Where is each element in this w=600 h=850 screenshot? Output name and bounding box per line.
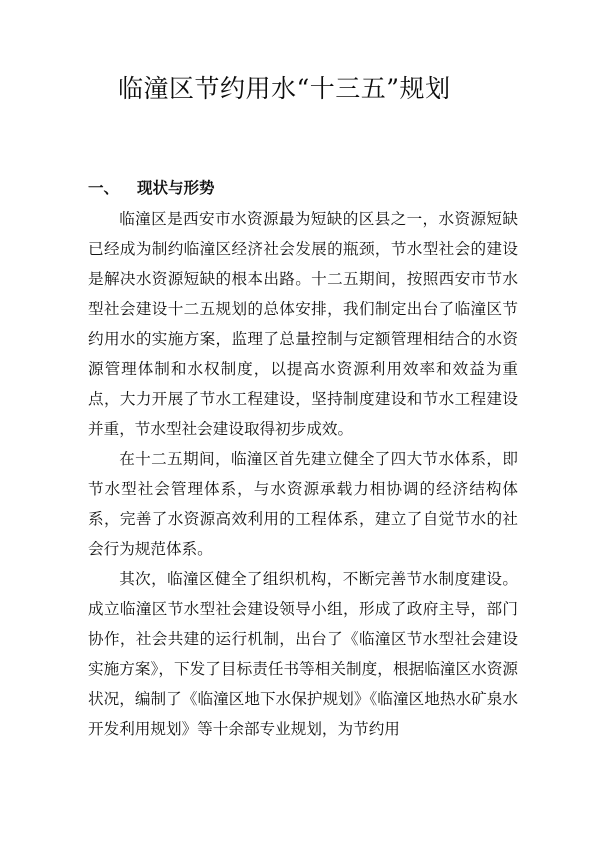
paragraph-1: 临潼区是西安市水资源最为短缺的区县之一，水资源短缺已经成为制约临潼区经济社会发展的瓶颈，节水型社会的建设是解决水资源短缺的根本出路。十二五期间，按照西安市节水型社会建设十二五规划的总体安排，我们制定出台了临潼区节约用水的实施方案，监理了总量控制与定额管理相结合的水资源管理体制和水权制度，以提高水资源利用效率和效益为重点，大力开展了节水工程建设，坚持制度建设和节水工程建设并重，节水型社会建设取得初步成效。 xyxy=(88,210,518,438)
section-number: 一、 xyxy=(88,178,120,197)
document-body xyxy=(88,204,518,744)
paragraph-3: 其次，临潼区健全了组织机构，不断完善节水制度建设。成立临潼区节水型社会建设领导小组，形成了政府主导，部门协作，社会共建的运行机制，出台了《临潼区节水型社会建设实施方案》，下发了目标责任书等相关制度，根据临潼区水资源状况，编制了《临潼区地下水保护规划》《临潼区地热水矿泉水开发利用规划》等十余部专业规划，为节约用 xyxy=(88,570,518,738)
section-heading xyxy=(88,176,215,200)
section-heading-text: 现状与形势 xyxy=(137,178,215,197)
document-title: 临潼区节约用水“十三五”规划 xyxy=(118,74,451,103)
paragraph-2: 在十二五期间，临潼区首先建立健全了四大节水体系，即节水型社会管理体系，与水资源承载力相协调的经济结构体系，完善了水资源高效利用的工程体系，建立了自觉节水的社会行为规范体系。 xyxy=(88,450,518,558)
